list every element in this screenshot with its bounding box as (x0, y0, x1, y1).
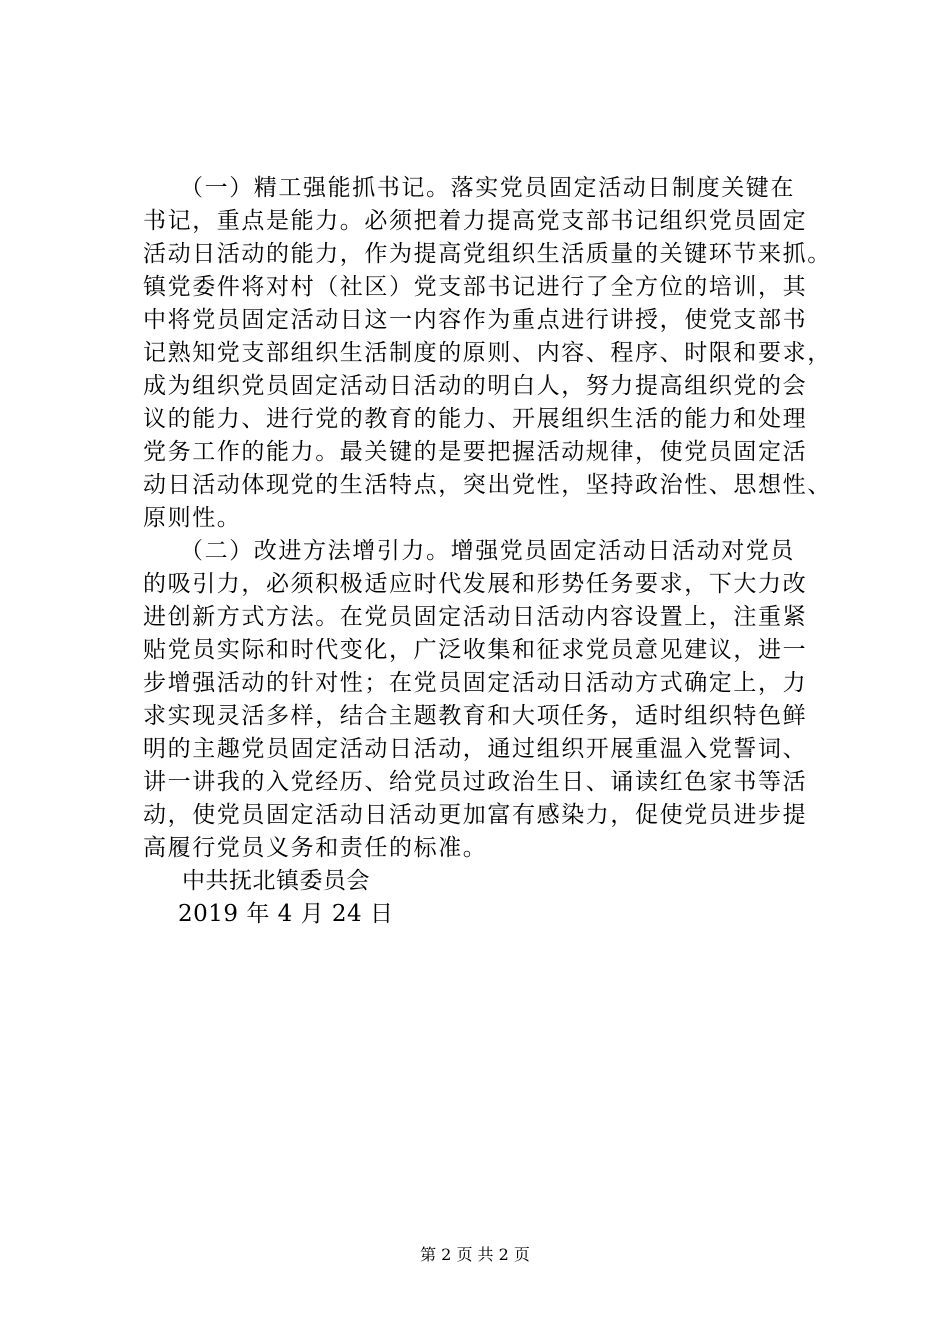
paragraph-1-line-7: 成为组织党员固定活动日活动的明白人，努力提高组织党的会 (143, 373, 808, 399)
paragraph-1-line-3: 活动日活动的能力，作为提高党组织生活质量的关键环节来抓。 (143, 241, 832, 267)
paragraph-2-line-5: 步增强活动的针对性；在党员固定活动日活动方式确定上，力 (143, 670, 808, 696)
paragraph-2-line-9: 动，使党员固定活动日活动更加富有感染力，促使党员进步提 (143, 802, 808, 828)
paragraph-1-line-8: 议的能力、进行党的教育的能力、开展组织生活的能力和处理 (143, 406, 808, 432)
paragraph-2-line-10: 高履行党员义务和责任的标准。 (143, 835, 488, 861)
signature-date: 2019 年 4 月 24 日 (178, 901, 394, 927)
page-footer: 第 2 页 共 2 页 (420, 1245, 530, 1264)
paragraph-2-line-2: 的吸引力，必须积极适应时代发展和形势任务要求，下大力改 (143, 571, 808, 597)
paragraph-2-line-4: 贴党员实际和时代变化，广泛收集和征求党员意见建议，进一 (143, 637, 808, 663)
paragraph-1-line-10: 动日活动体现党的生活特点，突出党性，坚持政治性、思想性、 (143, 472, 832, 498)
paragraph-1-line-1: （一）精工强能抓书记。落实党员固定活动日制度关键在 (180, 175, 795, 201)
paragraph-1-line-2: 书记，重点是能力。必须把着力提高党支部书记组织党员固定 (143, 208, 808, 234)
signature-organization: 中共抚北镇委员会 (182, 868, 370, 894)
paragraph-2-line-3: 进创新方式方法。在党员固定活动日活动内容设置上，注重紧 (143, 604, 808, 630)
paragraph-2-line-1: （二）改进方法增引力。增强党员固定活动日活动对党员 (180, 538, 795, 564)
paragraph-1-line-9: 党务工作的能力。最关键的是要把握活动规律，使党员固定活 (143, 439, 808, 465)
paragraph-2-line-6: 求实现灵活多样，结合主题教育和大项任务，适时组织特色鲜 (143, 703, 808, 729)
paragraph-2-line-8: 讲一讲我的入党经历、给党员过政治生日、诵读红色家书等活 (143, 769, 808, 795)
paragraph-1-line-6: 记熟知党支部组织生活制度的原则、内容、程序、时限和要求， (143, 340, 832, 366)
paragraph-1-line-5: 中将党员固定活动日这一内容作为重点进行讲授，使党支部书 (143, 307, 808, 333)
paragraph-1-line-11: 原则性。 (143, 505, 242, 531)
paragraph-2-line-7: 明的主趣党员固定活动日活动，通过组织开展重温入党誓词、 (143, 736, 808, 762)
paragraph-1-line-4: 镇党委件将对村（社区）党支部书记进行了全方位的培训，其 (143, 274, 808, 300)
